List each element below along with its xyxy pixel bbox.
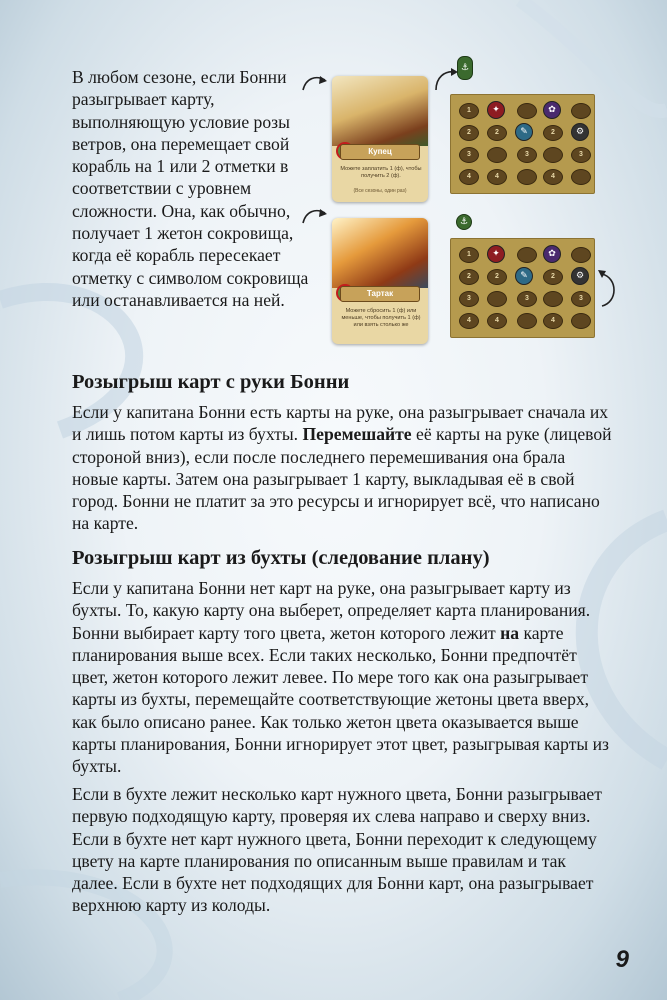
board-slot: 1 [459,103,479,119]
card-tartak [332,218,428,344]
card-art [332,76,428,146]
text-segment: её карты на руке (лицевой стороной вниз), если после последнего перемешивания она брала новые карты. Затем она разыгрывает 1 карту, выкладывая её в свой город. Бонни не платит за это ресурсы и игнорирует всё, что написано на карте. [72,424,612,534]
heading-play-from-bay: Розыгрыш карт из бухты (следование плану) [72,547,490,569]
board-slot [517,169,537,185]
text-segment: карте планирования выше всех. Если таких несколько, Бонни предпочтёт цвет, жетон которого лежит левее. По мере того как она разыгрывает карты из бухты, перемещайте соответствующие жетоны цвета вверх, как было описано ранее. Как только жетон цвета оказывается выше карты планирования, Бонни игнорирует этот цвет, разыгрывая карты из бухты. [72,622,609,777]
curved-arrow-icon [596,268,620,312]
board-slot: 3 [517,291,537,307]
card-art [332,218,428,288]
board-slot [571,247,591,263]
board-slot [571,313,591,329]
board-slot [571,169,591,185]
board-slot: 4 [487,313,507,329]
board-slot: 3 [459,291,479,307]
card-banner: Купец [340,144,420,160]
scroll-token-icon: ✎ [515,123,533,141]
ship-token-icon: ⚓ [456,214,472,230]
board-slot [543,291,563,307]
intro-paragraph: В любом сезоне, если Бонни разыгрывает карту, выполняющую условие розы ветров, она перемещает свой корабль на 1 или 2 отметки в соответствии с уровнем сложности. Она, как обычно, получает 1 жетон сокровища, когда её корабль пересекает отметку с символом сокровища или останавливается на ней. [72,67,309,310]
board-slot: 2 [459,269,479,285]
paw-token-icon: ✦ [487,245,505,263]
board-slot [487,147,507,163]
paw-token-icon: ✦ [487,101,505,119]
paragraph-play-from-hand [72,401,612,535]
page-number: 9 [615,946,629,973]
board-slot: 2 [487,269,507,285]
board-slot [487,291,507,307]
text-segment: Если у капитана Бонни есть карты на руке, она разыгрывает сначала их и лишь потом карты из бухты. [72,402,609,445]
bold-term-shuffle: Перемешайте [302,424,412,445]
text-segment: Если у капитана Бонни нет карт на руке, она разыгрывает карту из бухты. То, какую карту она выберет, определяет карта планирования. Бонни выбирает карту того цвета, жетон которого лежит [72,578,591,643]
board-slot: 2 [543,125,563,141]
cog-token-icon: ⚙ [571,267,589,285]
flower-token-icon: ✿ [543,101,561,119]
board-slot: 3 [517,147,537,163]
board-slot: 3 [571,147,591,163]
card-footer: (Все сезоны, один раз) [353,188,407,194]
board-slot: 1 [459,247,479,263]
board-slot: 4 [543,313,563,329]
board-slot: 2 [459,125,479,141]
card-merchant [332,76,428,202]
paragraph-bay-order: Если в бухте лежит несколько карт нужного цвета, Бонни разыгрывает первую подходящую карту, проверяя их слева направо и сверху вниз. Если в бухте нет карт нужного цвета, Бонни переходит к следующему цвету на карте планирования по описанным выше правилам и так далее. Если в бухте нет подходящих для Бонни карт, она разыгрывает верхнюю карту из колоды. [72,784,602,916]
board-slot [517,313,537,329]
board-slot: 2 [543,269,563,285]
scroll-token-icon: ✎ [515,267,533,285]
bold-term-on: на [500,622,520,643]
card-banner: Тартак [340,286,420,302]
board-slot: 4 [459,169,479,185]
board-slot: 4 [543,169,563,185]
board-slot [517,103,537,119]
board-slot: 3 [459,147,479,163]
heading-play-from-hand: Розыгрыш карт с руки Бонни [72,371,350,393]
board-slot: 2 [487,125,507,141]
compass-board-1 [450,94,595,194]
flower-token-icon: ✿ [543,245,561,263]
cog-token-icon: ⚙ [571,123,589,141]
board-slot: 3 [571,291,591,307]
board-slot [543,147,563,163]
board-slot: 4 [487,169,507,185]
compass-board-2 [450,238,595,338]
arrow-to-card1-icon [300,72,330,94]
arrow-to-card2-icon [300,205,330,227]
card-text: Можете сбросить 1 (ф) или меньше, чтобы получить 1 (ф) или взять столько же [341,308,421,328]
paragraph-play-from-bay [72,577,612,778]
ship-token-icon: ⚓ [457,56,473,80]
board-slot [571,103,591,119]
card-text: Можете заплатить 1 (ф), чтобы получить 2 (ф). [340,166,422,179]
board-slot: 4 [459,313,479,329]
board-slot [517,247,537,263]
